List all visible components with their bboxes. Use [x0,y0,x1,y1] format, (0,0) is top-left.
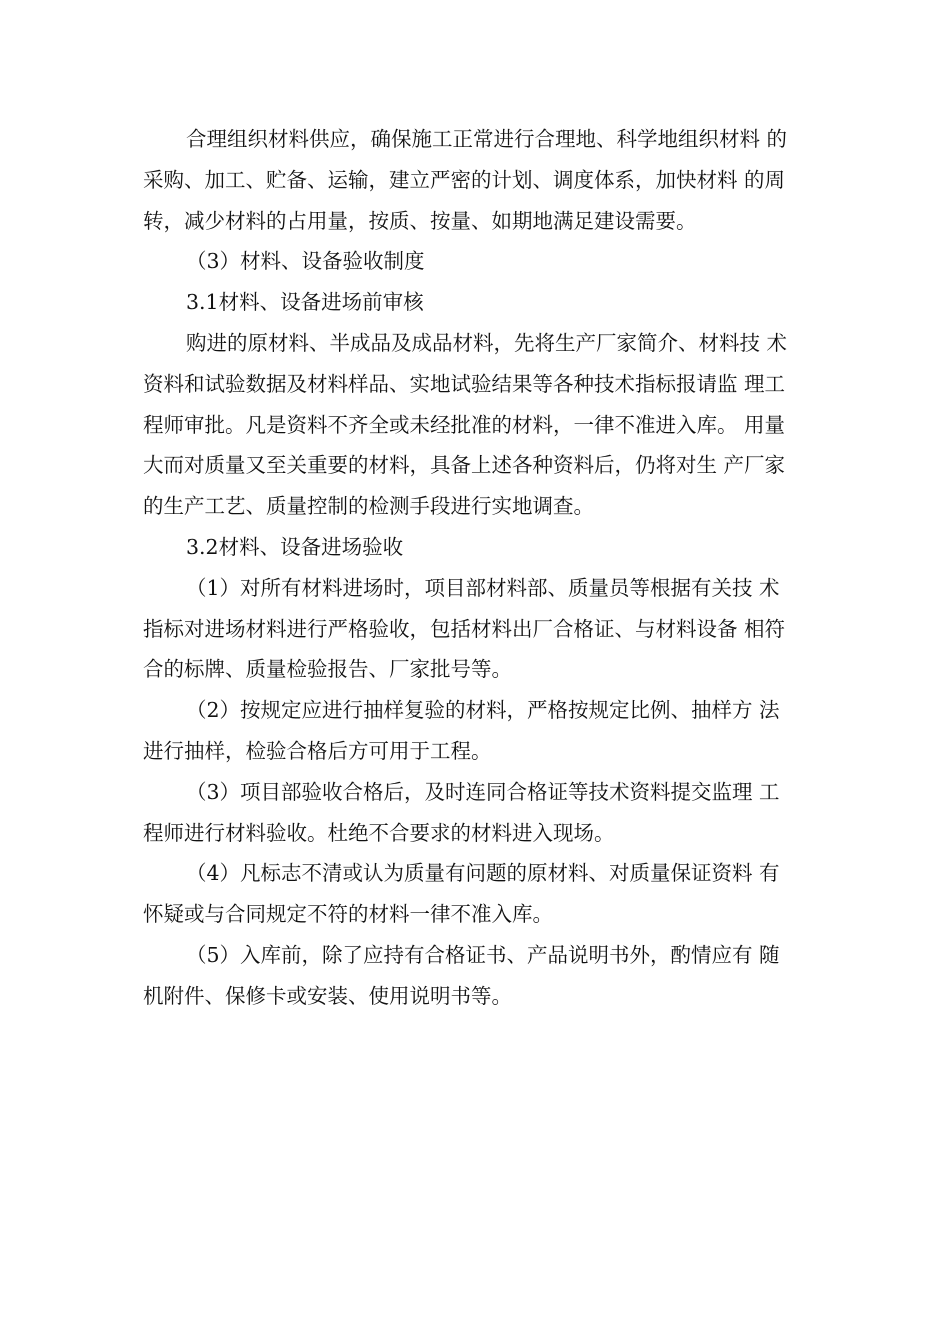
text-line: 转，减少材料的占用量，按质、按量、如期地满足建设需要。 [143,208,697,233]
list-item-3 [143,772,823,854]
text-line: （1）对所有材料进场时，项目部材料部、质量员等根据有关技 术 [186,575,780,600]
section-heading-3-2 [143,527,823,568]
text-line: 怀疑或与合同规定不符的材料一律不准入库。 [143,902,553,927]
paragraph-pre-entry-review [143,323,823,527]
document-body [143,119,823,1017]
text-line: 合的标牌、质量检验报告、厂家批号等。 [143,657,512,682]
list-item-5 [143,935,823,1017]
text-line: 购进的原材料、半成品及成品材料，先将生产厂家简介、材料技 术 [186,330,788,355]
paragraph-material-supply [143,119,823,241]
text-line: 程师审批。凡是资料不齐全或未经批准的材料，一律不准进入库。 用量 [143,412,786,437]
text-line: （4）凡标志不清或认为质量有问题的原材料、对质量保证资料 有 [186,861,780,886]
list-item-4 [143,853,823,935]
text-line: 资料和试验数据及材料样品、实地试验结果等各种技术指标报请监 理工 [143,371,786,396]
text-line: 程师进行材料验收。杜绝不合要求的材料进入现场。 [143,820,615,845]
text-line: 采购、加工、贮备、运输，建立严密的计划、调度体系，加快材料 的周 [143,167,786,192]
heading-line: 3.1材料、设备进场前审核 [186,290,424,315]
heading-line: 3.2材料、设备进场验收 [186,534,404,559]
heading-line: （3）材料、设备验收制度 [186,249,425,274]
text-line: （2）按规定应进行抽样复验的材料，严格按规定比例、抽样方 法 [186,698,780,723]
text-line: 进行抽样，检验合格后方可用于工程。 [143,738,492,763]
section-heading-3-1 [143,282,823,323]
section-heading-3 [143,241,823,282]
list-item-2 [143,690,823,772]
text-line: （5）入库前，除了应持有合格证书、产品说明书外，酌情应有 随 [186,942,780,967]
text-line: 机附件、保修卡或安装、使用说明书等。 [143,983,512,1008]
text-line: 大而对质量又至关重要的材料，具备上述各种资料后，仍将对生 产厂家 [143,453,786,478]
text-line: （3）项目部验收合格后，及时连同合格证等技术资料提交监理 工 [186,779,780,804]
list-item-1 [143,568,823,690]
text-line: 的生产工艺、质量控制的检测手段进行实地调查。 [143,494,594,519]
text-line: 合理组织材料供应，确保施工正常进行合理地、科学地组织材料 的 [186,127,788,151]
text-line: 指标对进场材料进行严格验收，包括材料出厂合格证、与材料设备 相符 [143,616,786,641]
